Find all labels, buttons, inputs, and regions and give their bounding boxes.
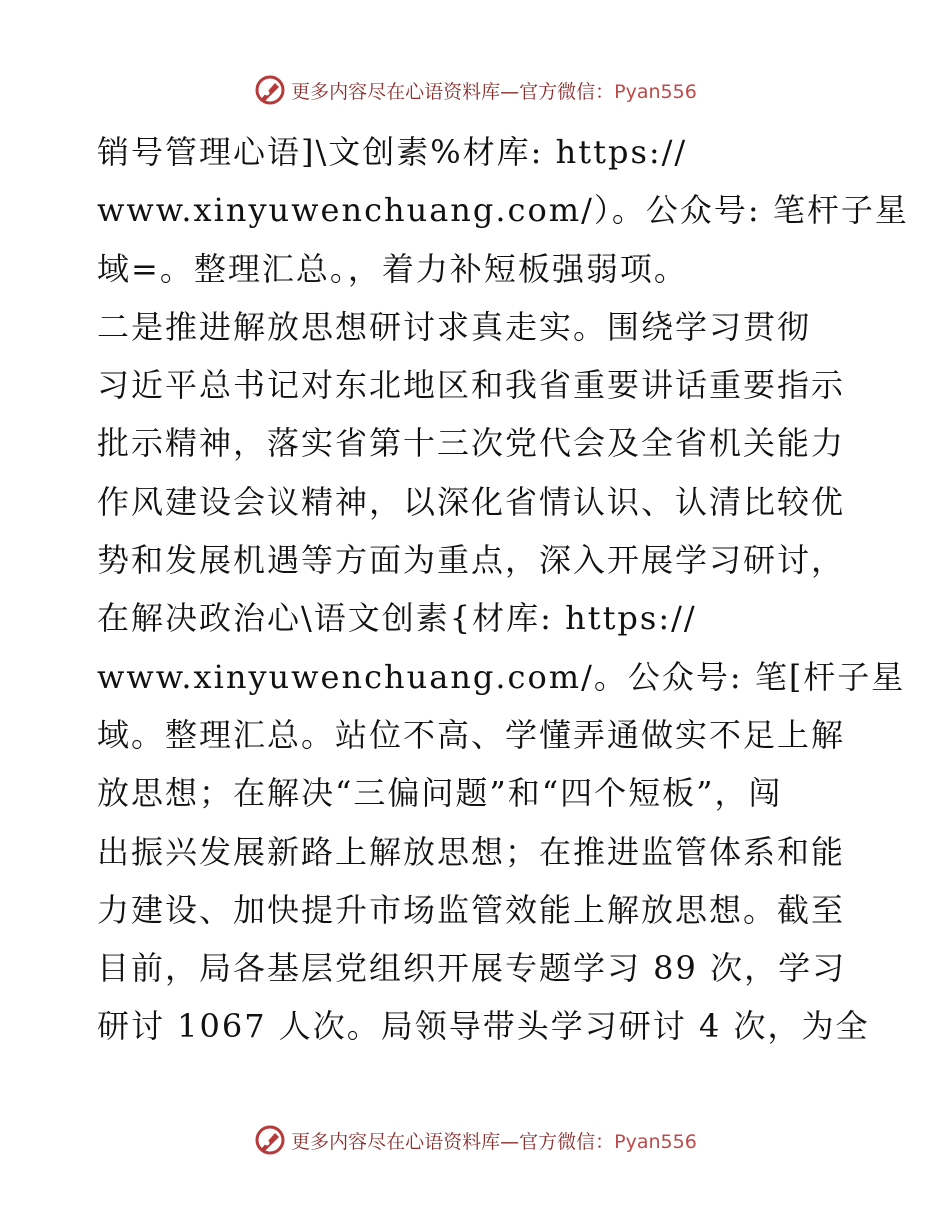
text-line: 作风建设会议精神，以深化省情认识、认清比较优 [97, 482, 846, 521]
text-line: 目前，局各基层党组织开展专题学习 89 次，学习 [97, 949, 847, 988]
text-line: www.xinyuwenchuang.com/。公众号: 笔[杆子星 [97, 657, 906, 696]
text-line: 在解决政治心\语文创素{材库: https:// [97, 599, 697, 638]
text-line: 销号管理心语]\文创素%材库: https:// [97, 133, 688, 171]
text-line: 放思想；在解决“三偏问题”和“四个短板”，闯 [97, 774, 783, 813]
paragraph-start-line: 二是推进解放思想研讨求真走实。围绕学习贯彻 [97, 307, 812, 346]
text-line: 域。整理汇总。站位不高、学懂弄通做实不足上解 [97, 715, 846, 754]
document-body [97, 123, 909, 1056]
text-line: 势和发展机遇等方面为重点，深入开展学习研讨， [97, 541, 846, 580]
text-line: 出振兴发展新路上解放思想；在推进监管体系和能 [97, 832, 846, 871]
banner-text: 更多内容尽在心语资料库—官方微信：Pyan556 [291, 1130, 697, 1153]
text-line: 域=。整理汇总。，着力补短板强弱项。 [97, 249, 688, 288]
text-line: 力建设、加快提升市场监管效能上解放思想。截至 [97, 890, 846, 929]
footer-banner [0, 1120, 950, 1160]
text-line: 批示精神，落实省第十三次党代会及全省机关能力 [97, 424, 846, 463]
text-line: 研讨 1067 人次。局领导带头学习研讨 4 次，为全 [97, 1007, 870, 1046]
pen-logo-icon [253, 73, 287, 107]
text-line: www.xinyuwenchuang.com/）。公众号: 笔杆子星 [97, 191, 909, 230]
text-line: 习近平总书记对东北地区和我省重要讲话重要指示 [97, 366, 846, 405]
banner-text: 更多内容尽在心语资料库—官方微信：Pyan556 [291, 80, 697, 103]
pen-logo-icon [253, 1123, 287, 1157]
header-banner [0, 70, 950, 110]
